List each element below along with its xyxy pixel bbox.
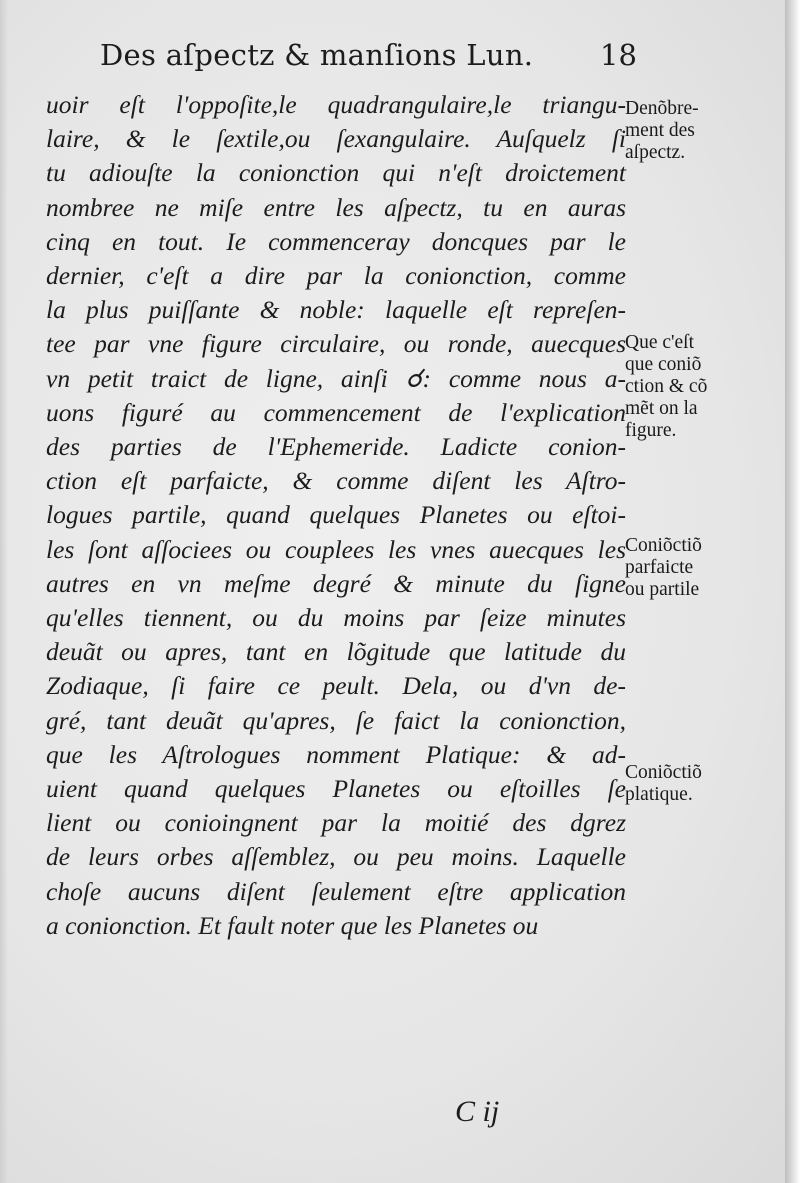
- margin-note-line: parfaicte: [625, 557, 694, 578]
- text-line: des parties de l'Ephemeride. Ladicte conion-: [46, 432, 626, 462]
- margin-note-line: Coniõctiõ: [625, 762, 702, 783]
- text-line: tu adiouſte la conionction qui n'eſt droictement: [46, 158, 626, 188]
- text-line: que les Aſtrologues nomment Platique: & ad-: [46, 739, 626, 769]
- main-text-block: [46, 88, 626, 943]
- text-line: choſe aucuns diſent ſeulement eſtre application: [46, 876, 626, 906]
- text-line: tee par vne figure circulaire, ou ronde, auecques: [46, 329, 626, 359]
- margin-note-line: platique.: [625, 784, 693, 805]
- text-line: nombree ne miſe entre les aſpectz, tu en auras: [46, 192, 626, 222]
- margin-note-line: ment des: [625, 120, 695, 141]
- text-line: gré, tant deuãt qu'apres, ſe faict la conionction,: [46, 705, 626, 735]
- margin-note-line: ou partile: [625, 579, 700, 600]
- text-line: la plus puiſſante & noble: laquelle eſt repreſen-: [46, 295, 626, 325]
- text-line: dernier, c'eſt a dire par la conionction, comme: [46, 261, 626, 291]
- margin-note-line: Coniõctiõ: [625, 535, 702, 556]
- text-line: uons figuré au commencement de l'explication: [46, 397, 626, 427]
- signature-mark: C ij: [455, 1095, 500, 1128]
- page-gutter-shadow: [0, 0, 8, 1183]
- margin-note-line: Que c'eſt: [625, 332, 695, 353]
- margin-note-line: Denõbre-: [625, 98, 699, 119]
- margin-note-platique: [625, 762, 785, 806]
- margin-note-line: aſpectz.: [625, 142, 686, 163]
- text-line: cinq en tout. Ie commenceray doncques par le: [46, 226, 626, 256]
- text-line: qu'elles tiennent, ou du moins par ſeize minutes: [46, 603, 626, 633]
- margin-note-que-cest: [625, 332, 785, 442]
- text-line: lient ou conioingnent par la moitié des dgrez: [46, 808, 626, 838]
- margin-note-line: que coniõ: [625, 354, 702, 375]
- text-line: ction eſt parfaicte, & comme diſent les Aſtro-: [46, 466, 626, 496]
- text-line: laire, & le ſextile,ou ſexangulaire. Auſquelz ſi: [46, 124, 626, 154]
- text-line: a conionction. Et fault noter que les Planetes ou: [46, 910, 539, 940]
- text-line: deuãt ou apres, tant en lõgitude que latitude du: [46, 637, 626, 667]
- margin-note-line: ction & cõ: [625, 376, 708, 397]
- text-line: uoir eſt l'oppoſite,le quadrangulaire,le triangu-: [46, 90, 626, 119]
- margin-note-line: mẽt on la: [625, 398, 698, 419]
- text-line: de leurs orbes aſſemblez, ou peu moins. Laquelle: [46, 842, 626, 872]
- text-line: Zodiaque, ſi faire ce peult. Dela, ou d'vn de-: [46, 671, 626, 701]
- text-line: vn petit traict de ligne, ainſi ☌: comme nous a-: [46, 363, 626, 393]
- text-line: uient quand quelques Planetes ou eſtoilles ſe: [46, 774, 626, 804]
- margin-note-line: figure.: [625, 420, 677, 441]
- margin-note-parfaicte: [625, 535, 785, 601]
- running-title: Des aſpectz & manſions Lun.: [100, 38, 534, 72]
- page-edge: [785, 0, 800, 1183]
- text-line: logues partile, quand quelques Planetes ou eſtoi-: [46, 500, 626, 530]
- text-line: autres en vn meſme degré & minute du ſigne: [46, 568, 626, 598]
- page-number: 18: [600, 38, 637, 72]
- margin-note-denombrement: [625, 98, 785, 164]
- text-line: les ſont aſſociees ou couplees les vnes auecques les: [46, 534, 626, 564]
